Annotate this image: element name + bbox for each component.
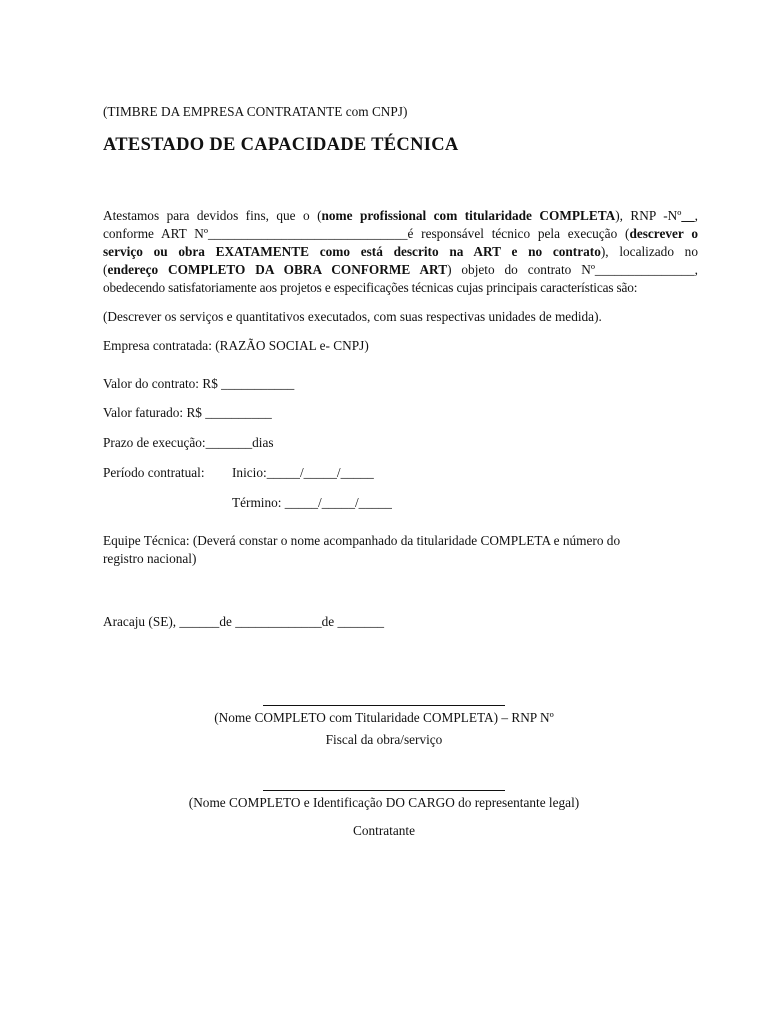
billed-value-field: Valor faturado: R$ __________ xyxy=(103,405,272,420)
contracted-company: Empresa contratada: (RAZÃO SOCIAL e- CNPJ) xyxy=(103,338,369,353)
technical-team-line-2: registro nacional) xyxy=(103,551,197,566)
technical-team-line-1: Equipe Técnica: (Deverá constar o nome acompanhado da titularidade COMPLETA e número do xyxy=(103,533,621,548)
body-line-4: (endereço COMPLETO DA OBRA CONFORME ART) objeto do contrato Nº_______________, xyxy=(103,262,698,277)
execution-deadline-field: Prazo de execução:_______dias xyxy=(103,435,274,450)
representative-name: (Nome COMPLETO e Identificação DO CARGO do representante legal) xyxy=(188,795,580,810)
inspector-role: Fiscal da obra/serviço xyxy=(325,732,443,747)
signature-line-representative xyxy=(263,790,505,791)
body-line-5: obedecendo satisfatoriamente aos projetos e especificações técnicas cujas principais características são: xyxy=(103,280,638,295)
inspector-name: (Nome COMPLETO com Titularidade COMPLETA) – RNP Nº xyxy=(214,710,554,725)
contract-period-label: Período contratual: xyxy=(103,465,205,480)
body-line-3: serviço ou obra EXATAMENTE como está descrito na ART e no contrato), localizado no xyxy=(103,244,698,259)
signature-line-inspector xyxy=(263,705,505,706)
end-date-field: Término: _____/_____/_____ xyxy=(232,495,392,510)
letterhead-placeholder: (TIMBRE DA EMPRESA CONTRATANTE com CNPJ) xyxy=(103,104,408,119)
body-line-2: conforme ART Nº______________________________é responsável técnico pela execução (descrever o xyxy=(103,226,699,241)
start-date-field: Inicio:_____/_____/_____ xyxy=(232,465,374,480)
services-description-note: (Descrever os serviços e quantitativos executados, com suas respectivas unidades de medida). xyxy=(103,309,602,324)
document-title: ATESTADO DE CAPACIDADE TÉCNICA xyxy=(103,135,459,155)
place-date-line: Aracaju (SE), ______de _____________de _______ xyxy=(103,614,385,629)
body-line-1: Atestamos para devidos fins, que o (nome profissional com titularidade COMPLETA), RNP -Nº__, xyxy=(103,208,698,223)
representative-role: Contratante xyxy=(352,823,416,838)
contract-value-field: Valor do contrato: R$ ___________ xyxy=(103,376,295,391)
